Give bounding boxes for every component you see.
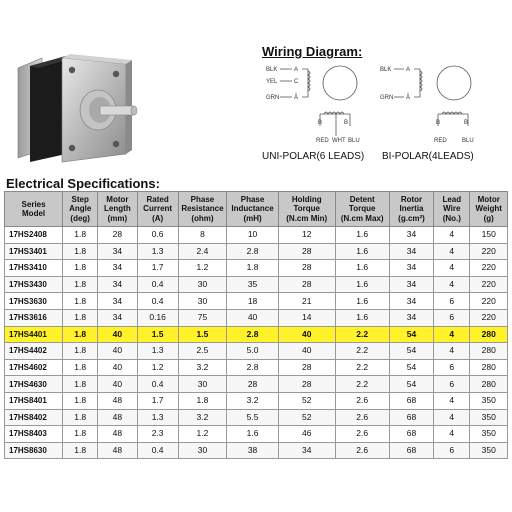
value-cell: 150 (470, 227, 508, 244)
column-header (178, 192, 226, 227)
model-cell: 17HS3630 (5, 293, 63, 310)
table-row (5, 359, 508, 376)
column-header-line: Resistance (181, 204, 224, 214)
value-cell: 1.8 (63, 442, 98, 459)
column-header-line: Length (104, 204, 131, 214)
value-cell: 3.2 (178, 359, 226, 376)
value-cell: 48 (98, 392, 137, 409)
value-cell: 75 (178, 309, 226, 326)
value-cell: 3.2 (178, 409, 226, 426)
value-cell: 68 (389, 442, 433, 459)
model-cell: 17HS3616 (5, 309, 63, 326)
value-cell: 350 (470, 409, 508, 426)
value-cell: 18 (227, 293, 279, 310)
value-cell: 220 (470, 309, 508, 326)
value-cell: 28 (278, 276, 335, 293)
value-cell: 2.6 (335, 409, 389, 426)
bi-label-2: GRN (380, 95, 394, 101)
value-cell: 280 (470, 343, 508, 360)
column-header-line: Angle (69, 204, 92, 214)
table-body (5, 227, 508, 459)
bi-bottom-pin-1: B (436, 120, 441, 126)
column-header-line: Torque (348, 204, 376, 214)
value-cell: 28 (278, 376, 335, 393)
value-cell: 1.7 (137, 392, 178, 409)
value-cell: 2.6 (335, 392, 389, 409)
column-header-line: (g.cm²) (398, 213, 425, 223)
uni-pin-2: C (294, 79, 299, 85)
value-cell: 34 (389, 309, 433, 326)
column-header-line: Phase (240, 194, 265, 204)
uni-bottom-label-2: WHT (332, 138, 346, 144)
value-cell: 40 (227, 309, 279, 326)
value-cell: 350 (470, 426, 508, 443)
value-cell: 34 (389, 293, 433, 310)
column-header (434, 192, 470, 227)
value-cell: 2.2 (335, 326, 389, 343)
column-header-line: Holding (291, 194, 322, 204)
column-header (470, 192, 508, 227)
value-cell: 34 (389, 243, 433, 260)
value-cell: 6 (434, 442, 470, 459)
column-header-line: Motor (106, 194, 129, 204)
specifications-table (4, 191, 508, 459)
value-cell: 220 (470, 260, 508, 277)
value-cell: 1.8 (63, 276, 98, 293)
value-cell: 4 (434, 343, 470, 360)
column-header (389, 192, 433, 227)
table-row (5, 426, 508, 443)
value-cell: 54 (389, 376, 433, 393)
value-cell: 54 (389, 359, 433, 376)
value-cell: 40 (98, 359, 137, 376)
value-cell: 1.8 (63, 343, 98, 360)
column-header-line: Model (22, 209, 46, 218)
value-cell: 34 (98, 276, 137, 293)
value-cell: 68 (389, 409, 433, 426)
stepper-motor-image (8, 50, 148, 170)
column-header-line: Weight (475, 204, 502, 214)
value-cell: 1.6 (335, 293, 389, 310)
value-cell: 14 (278, 309, 335, 326)
column-header-line: Rated (146, 194, 169, 204)
value-cell: 4 (434, 243, 470, 260)
column-header (98, 192, 137, 227)
value-cell: 68 (389, 426, 433, 443)
table-row (5, 343, 508, 360)
value-cell: 1.8 (63, 392, 98, 409)
value-cell: 1.2 (178, 426, 226, 443)
model-cell: 17HS8403 (5, 426, 63, 443)
table-row (5, 309, 508, 326)
model-cell: 17HS8401 (5, 392, 63, 409)
value-cell: 1.8 (63, 243, 98, 260)
value-cell: 0.16 (137, 309, 178, 326)
column-header-line: Inertia (399, 204, 424, 214)
column-header-line: Phase (190, 194, 215, 204)
value-cell: 12 (278, 227, 335, 244)
value-cell: 1.8 (63, 426, 98, 443)
value-cell: 220 (470, 243, 508, 260)
value-cell: 1.3 (137, 409, 178, 426)
uni-polar-caption: UNI-POLAR(6 LEADS) (262, 151, 365, 162)
bi-pin-1: A (406, 67, 411, 73)
value-cell: 34 (98, 309, 137, 326)
value-cell: 4 (434, 392, 470, 409)
value-cell: 1.5 (137, 326, 178, 343)
value-cell: 34 (278, 442, 335, 459)
column-header (227, 192, 279, 227)
value-cell: 2.2 (335, 376, 389, 393)
bi-label-1: BLK (380, 67, 392, 73)
value-cell: 2.2 (335, 343, 389, 360)
column-header-line: (N.cm Max) (340, 213, 384, 223)
value-cell: 1.2 (137, 359, 178, 376)
value-cell: 350 (470, 442, 508, 459)
value-cell: 28 (278, 260, 335, 277)
table-row (5, 442, 508, 459)
value-cell: 68 (389, 392, 433, 409)
column-header (63, 192, 98, 227)
value-cell: 4 (434, 260, 470, 277)
model-cell: 17HS4630 (5, 376, 63, 393)
value-cell: 40 (98, 326, 137, 343)
value-cell: 35 (227, 276, 279, 293)
value-cell: 40 (278, 326, 335, 343)
value-cell: 1.7 (137, 260, 178, 277)
value-cell: 28 (227, 376, 279, 393)
value-cell: 1.3 (137, 343, 178, 360)
value-cell: 1.8 (178, 392, 226, 409)
value-cell: 350 (470, 392, 508, 409)
value-cell: 2.8 (227, 359, 279, 376)
value-cell: 1.8 (63, 326, 98, 343)
value-cell: 1.5 (178, 326, 226, 343)
column-header-line: (mm) (107, 213, 128, 223)
column-header-line: (No.) (442, 213, 461, 223)
table-row (5, 260, 508, 277)
value-cell: 38 (227, 442, 279, 459)
model-cell: 17HS4602 (5, 359, 63, 376)
value-cell: 1.6 (335, 260, 389, 277)
value-cell: 280 (470, 376, 508, 393)
value-cell: 34 (98, 243, 137, 260)
bi-polar-caption: BI-POLAR(4LEADS) (382, 151, 474, 162)
value-cell: 4 (434, 326, 470, 343)
value-cell: 5.0 (227, 343, 279, 360)
model-cell: 17HS3430 (5, 276, 63, 293)
value-cell: 6 (434, 359, 470, 376)
column-header (137, 192, 178, 227)
column-header (5, 192, 63, 227)
value-cell: 52 (278, 392, 335, 409)
value-cell: 34 (98, 260, 137, 277)
value-cell: 280 (470, 326, 508, 343)
value-cell: 48 (98, 442, 137, 459)
value-cell: 2.6 (335, 426, 389, 443)
uni-bottom-label-1: RED (316, 138, 329, 144)
value-cell: 40 (98, 343, 137, 360)
value-cell: 8 (178, 227, 226, 244)
value-cell: 6 (434, 293, 470, 310)
value-cell: 1.3 (137, 243, 178, 260)
value-cell: 54 (389, 326, 433, 343)
value-cell: 1.8 (63, 359, 98, 376)
value-cell: 2.2 (335, 359, 389, 376)
column-header-line: Lead (442, 194, 462, 204)
model-cell: 17HS3401 (5, 243, 63, 260)
value-cell: 3.2 (227, 392, 279, 409)
value-cell: 2.8 (227, 243, 279, 260)
value-cell: 0.4 (137, 276, 178, 293)
column-header-line: Detent (349, 194, 375, 204)
column-header-line: (mH) (243, 213, 262, 223)
value-cell: 4 (434, 426, 470, 443)
value-cell: 1.6 (227, 426, 279, 443)
uni-label-3: GRN (266, 95, 280, 101)
wiring-diagram (258, 58, 508, 164)
value-cell: 6 (434, 376, 470, 393)
table-row (5, 376, 508, 393)
column-header-line: (g) (483, 213, 494, 223)
value-cell: 1.2 (178, 260, 226, 277)
table-row (5, 243, 508, 260)
value-cell: 4 (434, 276, 470, 293)
value-cell: 30 (178, 442, 226, 459)
value-cell: 1.6 (335, 243, 389, 260)
value-cell: 52 (278, 409, 335, 426)
column-header-line: Series (21, 199, 46, 209)
value-cell: 54 (389, 343, 433, 360)
column-header-line: (A) (152, 213, 164, 223)
column-header (335, 192, 389, 227)
value-cell: 1.6 (335, 227, 389, 244)
value-cell: 280 (470, 359, 508, 376)
value-cell: 0.4 (137, 376, 178, 393)
value-cell: 34 (98, 293, 137, 310)
value-cell: 1.8 (63, 293, 98, 310)
value-cell: 40 (98, 376, 137, 393)
table-header-row (5, 192, 508, 227)
table-row (5, 293, 508, 310)
value-cell: 1.8 (63, 309, 98, 326)
column-header-line: Wire (443, 204, 461, 214)
value-cell: 1.8 (63, 227, 98, 244)
value-cell: 34 (389, 260, 433, 277)
value-cell: 6 (434, 309, 470, 326)
uni-label-1: BLK (266, 67, 278, 73)
value-cell: 28 (278, 243, 335, 260)
bi-bottom-label-1: RED (434, 138, 447, 144)
column-header-line: (ohm) (191, 213, 214, 223)
value-cell: 48 (98, 409, 137, 426)
model-cell: 17HS8402 (5, 409, 63, 426)
value-cell: 1.8 (63, 260, 98, 277)
value-cell: 0.6 (137, 227, 178, 244)
value-cell: 40 (278, 343, 335, 360)
wiring-diagram-title: Wiring Diagram: (262, 44, 363, 59)
value-cell: 34 (389, 227, 433, 244)
uni-label-2: YEL (266, 79, 278, 85)
value-cell: 220 (470, 293, 508, 310)
value-cell: 28 (278, 359, 335, 376)
value-cell: 34 (389, 276, 433, 293)
value-cell: 10 (227, 227, 279, 244)
table-row (5, 276, 508, 293)
value-cell: 0.4 (137, 442, 178, 459)
model-cell: 17HS4402 (5, 343, 63, 360)
table-row (5, 392, 508, 409)
value-cell: 4 (434, 227, 470, 244)
column-header-line: Motor (477, 194, 500, 204)
column-header-line: Torque (293, 204, 320, 214)
value-cell: 21 (278, 293, 335, 310)
value-cell: 30 (178, 276, 226, 293)
model-cell: 17HS2408 (5, 227, 63, 244)
bi-bottom-label-2: BLU (462, 138, 474, 144)
value-cell: 2.6 (335, 442, 389, 459)
value-cell: 5.5 (227, 409, 279, 426)
column-header-line: (deg) (70, 213, 90, 223)
column-header-line: Step (71, 194, 89, 204)
value-cell: 1.6 (335, 276, 389, 293)
value-cell: 48 (98, 426, 137, 443)
column-header-line: Inductance (231, 204, 274, 214)
table-row (5, 227, 508, 244)
value-cell: 2.3 (137, 426, 178, 443)
table-row (5, 326, 508, 343)
value-cell: 2.4 (178, 243, 226, 260)
value-cell: 1.8 (63, 376, 98, 393)
model-cell: 17HS3410 (5, 260, 63, 277)
column-header-line: (N.cm Min) (286, 213, 328, 223)
column-header-line: Current (143, 204, 173, 214)
uni-bottom-label-3: BLU (348, 138, 360, 144)
value-cell: 2.5 (178, 343, 226, 360)
model-cell: 17HS8630 (5, 442, 63, 459)
model-cell: 17HS4401 (5, 326, 63, 343)
uni-bottom-pin-2: B (344, 120, 349, 126)
value-cell: 30 (178, 376, 226, 393)
table-row (5, 409, 508, 426)
column-header-line: Rotor (400, 194, 423, 204)
value-cell: 1.8 (63, 409, 98, 426)
value-cell: 46 (278, 426, 335, 443)
column-header (278, 192, 335, 227)
bi-pin-2: Ā (406, 95, 411, 101)
value-cell: 220 (470, 276, 508, 293)
electrical-specifications-title: Electrical Specifications: (6, 176, 160, 191)
value-cell: 28 (98, 227, 137, 244)
value-cell: 4 (434, 409, 470, 426)
uni-pin-1: A (294, 67, 299, 73)
uni-pin-3: Ā (294, 95, 299, 101)
uni-bottom-pin-1: B (318, 120, 323, 126)
bi-bottom-pin-2: B (464, 120, 469, 126)
value-cell: 2.8 (227, 326, 279, 343)
value-cell: 30 (178, 293, 226, 310)
value-cell: 1.8 (227, 260, 279, 277)
value-cell: 1.6 (335, 309, 389, 326)
value-cell: 0.4 (137, 293, 178, 310)
